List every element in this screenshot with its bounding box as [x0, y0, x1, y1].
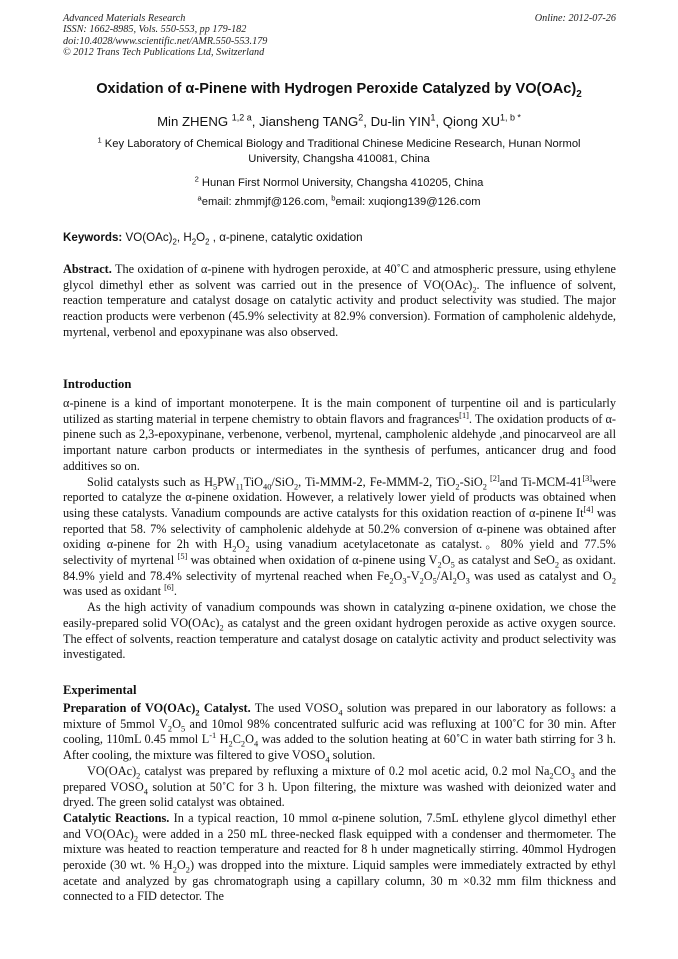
paragraph: Solid catalysts such as $H_5PW_{11}TiO_{40}/SiO_2$, Ti-MMM-2, Fe-MMM-2, TiO$_2$-SiO$_2$ [2]and Ti-MCM-41[3]were reported to catalyze the α-pinene oxidation. However, a relatively lower yield of products was obtained when using these catalysts. Vanadium compounds are active catalysts for this oxidation reaction of α-pinene It[4] was reported that 58. 7% selectivity of campholenic aldehyde at 50.2% conversion of α-pinene was obtained after oxiding α-pinene for 2h with $H_2O_2$ using vanadium acetylacetonate as catalyst.。80% yield and 77.5% selectivity of myrtenal [5] was obtained when oxidation of α-pinene using $V_2O_5$ as catalyst and SeO$_2$ as oxidant. 84.9% yield and 78.4% selectivity of myrtenal reached when $Fe_2O_3-V_2O_5/Al_2O_3$ was used as catalyst and $O_2$ was used as oxidant [6].	[63, 473, 617, 599]
author: Min ZHENG $^{1,2 a}$,	[157, 112, 260, 129]
author: Qiong $XU^{1, b *}$	[442, 112, 521, 129]
title-text: Oxidation of α-Pinene with Hydrogen Peroxide Catalyzed by VO(OAc)	[96, 81, 577, 97]
citation: [5]	[177, 551, 188, 561]
introduction-body	[63, 396, 616, 663]
abstract-label: Abstract.	[63, 262, 112, 276]
title-subscript: 2	[576, 88, 582, 100]
paragraph: As the high activity of vanadium compounds was shown in catalyzing α-pinene oxidation, we chose the easily-prepared solid $VO(OAc)_2$ as catalyst and the green oxidant hydrogen peroxide as active oxygen source. The effect of solvents, reaction temperature and catalyst dosage on catalytic activity and product selectivity was investigated.	[63, 600, 616, 662]
paper-title	[40, 80, 638, 98]
author: Du-lin YIN$^1$,	[370, 112, 443, 129]
paragraph: $VO(OAc)_2$ catalyst was prepared by refluxing a mixture of 0.2 mol acetic acid, 0.2 mol $Na_2CO_3$ and the prepared $VOSO_4$ solution at 50˚C for 3 h. Upon filtering, the mixture was washed with deionized water and dryed. The green solid catalyst was obtained.	[63, 763, 616, 810]
citation: [1]	[459, 410, 469, 420]
abstract: Abstract. The oxidation of α-pinene with hydrogen peroxide, at 40˚C and atmospheric pressure, using ethylene glycol dimethyl ether as solvent was carried out in the presence of $VO(OAc)_2$. The influence of solvent, reaction temperature and catalyst dosage on catalytic activity and product selectivity was studied. The major reaction products were verbenon (45.9% selectivity at 82.9% conversion). Formation of campholenic aldehyde, myrtenal, verbenol and epoxypinane was also observed.	[63, 262, 616, 339]
author: Jiansheng TANG$^2$,	[259, 112, 371, 129]
doi-line: doi:10.4028/www.scientific.net/AMR.550-553.179	[63, 35, 268, 47]
affiliation-2: $^2$ Hunan First Normol University, Changsha 410205, China	[194, 174, 484, 189]
run-in-heading: Catalytic Reactions.	[63, 810, 170, 825]
section-heading-experimental: Experimental	[63, 683, 137, 697]
email-line: $^a$email: zhmmjf@126.com, $^b$email: xuqiong139@126.com	[197, 193, 481, 208]
paragraph: α-pinene is a kind of important monoterpene. It is the main component of turpentine oil and is particularly utilized as starting material in terpene chemistry to obtain flavors and fragrances[1]. The oxidation products of α-pinene such as 2,3-epoxypinane, verbenone, verbenol, myrtenal, campholenic aldehyde ,and pinocarveol are all important nature carbon products or intermediates in the synthesis of perfumes, anticancer drug and food additives so on.	[63, 396, 617, 473]
keywords: Keywords: $VO(OAc)_2$, $H_2O_2$ , α-pinene, catalytic oxidation	[63, 231, 363, 247]
citation: [6]	[164, 583, 174, 593]
section-heading-introduction: Introduction	[63, 377, 132, 391]
citation: [2]	[486, 473, 500, 483]
citation: [3]	[582, 473, 593, 483]
paragraph: Catalytic Reactions. In a typical reaction, 10 mmol α-pinene solution, 7.5mL ethylene glycol dimethyl ether and $VO(OAc)_2$ were added in a 250 mL three-necked flask equipped with a condenser and thermometer. The mixture was heated to reaction temperature and reacted for 8 h under magnetically stirring. 40mmol Hydrogen peroxide (30 wt. % $H_2O_2$) was dropped into the mixture. Liquid samples were immediately extracted by ethyl acetate and analyzed by gas chromatograph using a capillary column, 30 m ×0.32 mm film thickness and connected to a FID detector. The	[63, 810, 617, 904]
issn-line: ISSN: 1662-8985, Vols. 550-553, pp 179-182	[63, 24, 247, 36]
affiliation-1: $^1$ Key Laboratory of Chemical Biology and Traditional Chinese Medicine Research, Hunan Normol University, Changsha 410081, China	[97, 135, 581, 165]
online-date: Online: 2012-07-26	[534, 13, 616, 24]
run-in-heading: Preparation of $VO(OAc)_2$ Catalyst.	[63, 701, 251, 718]
keywords-label: Keywords:	[63, 231, 123, 244]
copyright-line: © 2012 Trans Tech Publications Ltd, Switzerland	[63, 47, 265, 59]
journal-header	[63, 13, 616, 59]
citation: [4]	[583, 504, 594, 514]
journal-name: Advanced Materials Research	[63, 13, 186, 24]
paragraph: Preparation of $VO(OAc)_2$ Catalyst. The used $VOSO_4$ solution was prepared in our laboratory as follows: a mixture of 5mmol $V_2O_5$ and 10mol 98% concentrated sulfuric acid was refluxing at 100˚C for 30 min. After cooling, 110mL 0.45 mmol $L^{-1}$ $H_2C_2O_4$ was added to the solution heating at 60˚C in water bath stirring for 3 h. After cooling, the mixture was filtered to give $VOSO_4$ solution.	[63, 701, 616, 765]
experimental-body	[63, 701, 616, 905]
author-list	[40, 113, 638, 131]
